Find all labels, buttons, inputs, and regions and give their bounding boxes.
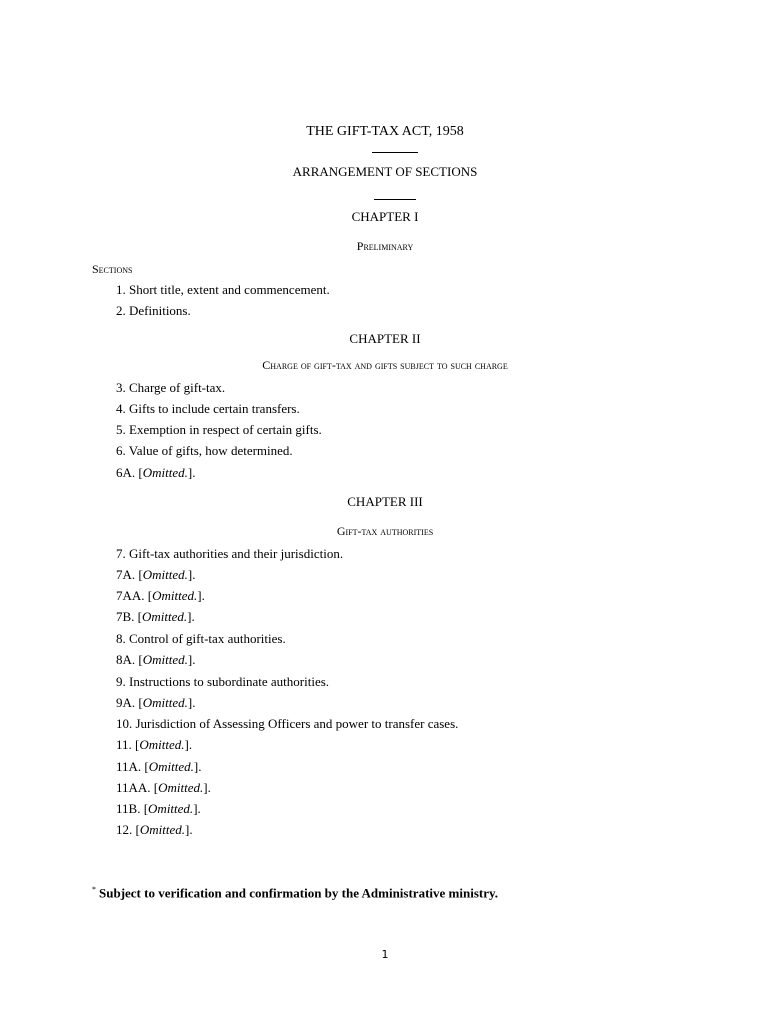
item-number: 7B. — [116, 609, 135, 624]
item-number: 8A. — [116, 652, 136, 667]
item-text: Charge of gift-tax. — [129, 380, 226, 395]
item-number: 5. — [116, 422, 126, 437]
item-text: Omitted. — [148, 759, 194, 774]
list-item: 8A. [Omitted.]. — [116, 652, 196, 667]
item-text: Instructions to subordinate authorities. — [129, 674, 330, 689]
item-text: Omitted. — [152, 588, 198, 603]
item-text: Jurisdiction of Assessing Officers and power to transfer cases. — [135, 716, 459, 731]
list-item: 11AA. [Omitted.]. — [116, 780, 211, 795]
item-text: Gifts to include certain transfers. — [129, 401, 300, 416]
item-number: 11B. — [116, 801, 141, 816]
list-item — [116, 631, 286, 647]
item-text: Omitted. — [139, 737, 185, 752]
item-number: 10. — [116, 716, 133, 731]
list-item — [116, 303, 191, 319]
item-text: Omitted. — [142, 465, 188, 480]
item-number: 7A. — [116, 567, 136, 582]
item-text: Definitions. — [129, 303, 191, 318]
item-number: 7AA. — [116, 588, 145, 603]
item-number: 9. — [116, 674, 126, 689]
page-number: 1 — [381, 948, 389, 961]
item-text: Omitted. — [148, 801, 194, 816]
list-item — [116, 674, 329, 690]
footnote — [92, 885, 498, 901]
list-item: 7B. [Omitted.]. — [116, 609, 195, 624]
item-number: 8. — [116, 631, 126, 646]
arrangement-heading: ARRANGEMENT OF SECTIONS — [292, 164, 478, 179]
item-text: Short title, extent and commencement. — [129, 282, 330, 297]
sections-label: Sections — [92, 262, 133, 276]
list-item — [116, 401, 300, 417]
chapter-2-heading: CHAPTER II — [349, 331, 421, 346]
item-number: 9A. — [116, 695, 136, 710]
chapter-1-subheading: Preliminary — [356, 239, 414, 253]
item-text: Omitted. — [142, 652, 188, 667]
list-item: 6A. [Omitted.]. — [116, 465, 196, 480]
list-item — [116, 422, 322, 438]
chapter-3-subheading: Gift-tax authorities — [336, 524, 434, 538]
item-text: Omitted. — [142, 695, 188, 710]
item-text: Omitted. — [158, 780, 204, 795]
item-number: 1. — [116, 282, 126, 297]
item-number: 12. — [116, 822, 133, 837]
item-number: 2. — [116, 303, 126, 318]
list-item: 11. [Omitted.]. — [116, 737, 193, 752]
item-text: Omitted. — [142, 567, 188, 582]
item-text: Value of gifts, how determined. — [128, 443, 293, 458]
list-item: 12. [Omitted.]. — [116, 822, 193, 837]
list-item — [116, 716, 458, 732]
list-item — [116, 380, 225, 396]
item-number: 6A. — [116, 465, 136, 480]
list-item: 7A. [Omitted.]. — [116, 567, 196, 582]
list-item: 11B. [Omitted.]. — [116, 801, 201, 816]
item-number: 11A. — [116, 759, 142, 774]
item-text: Gift-tax authorities and their jurisdiction. — [129, 546, 344, 561]
item-number: 4. — [116, 401, 126, 416]
footnote-text: Subject to verification and confirmation by the Administrative ministry. — [99, 885, 499, 901]
item-number: 6. — [116, 443, 126, 458]
item-number: 11AA. — [116, 780, 151, 795]
item-text: Omitted. — [139, 822, 185, 837]
list-item — [116, 443, 293, 459]
list-item: 11A. [Omitted.]. — [116, 759, 202, 774]
chapter-3-heading: CHAPTER III — [347, 494, 423, 509]
list-item: 9A. [Omitted.]. — [116, 695, 196, 710]
item-number: 11. — [116, 737, 132, 752]
item-text: Omitted. — [142, 609, 188, 624]
chapter-1-heading: CHAPTER I — [351, 209, 419, 224]
chapter-2-subheading: Charge of gift-tax and gifts subject to such charge — [262, 358, 508, 372]
item-text: Exemption in respect of certain gifts. — [129, 422, 322, 437]
list-item: 7AA. [Omitted.]. — [116, 588, 205, 603]
item-number: 7. — [116, 546, 126, 561]
item-text: Control of gift-tax authorities. — [129, 631, 286, 646]
list-item — [116, 282, 330, 298]
title-divider — [372, 152, 418, 153]
footnote-mark: * — [92, 885, 96, 894]
item-number: 3. — [116, 380, 126, 395]
list-item — [116, 546, 343, 562]
document-title: THE GIFT-TAX ACT, 1958 — [306, 124, 464, 139]
arrangement-divider — [374, 199, 416, 200]
